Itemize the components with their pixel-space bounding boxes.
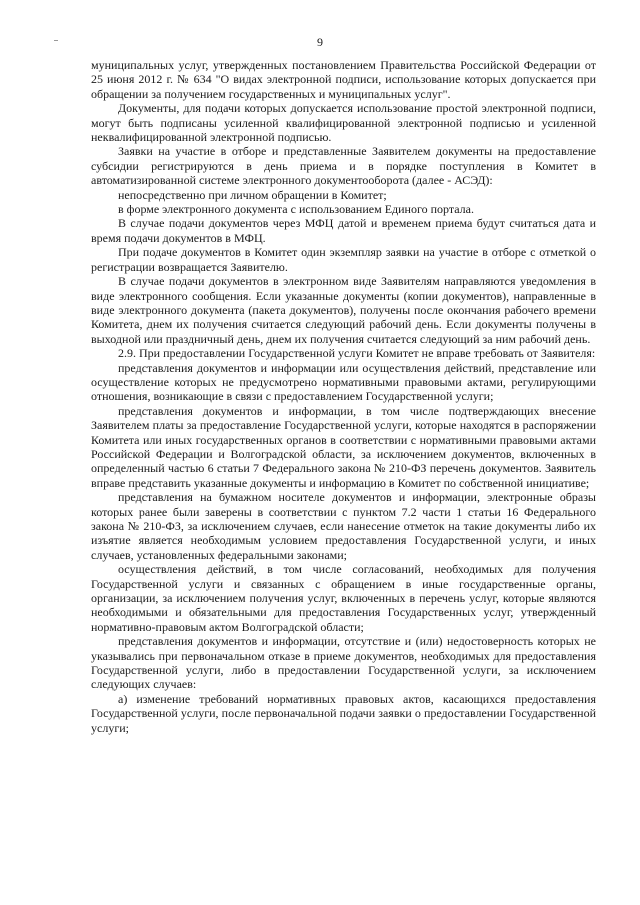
- document-body: [91, 58, 596, 735]
- paragraph: осуществления действий, в том числе согласований, необходимых для получения Государственной услуги и связанных с обращением в иные государственные органы, организации, за исключением получения услуг, включенных в перечень услуг, которые являются необходимыми и обязательными для предоставления Государственных услуг, утвержденный нормативно-правовым актом Волгоградской области;: [91, 562, 596, 634]
- paragraph: Заявки на участие в отборе и представленные Заявителем документы на предоставление субсидии регистрируются в день приема и в порядке поступления в Комитет в автоматизированной системе электронного документооборота (далее - АСЭД):: [91, 144, 596, 188]
- paragraph: Документы, для подачи которых допускается использование простой электронной подписи, могут быть подписаны усиленной квалифицированной электронной подписью и усиленной неквалифицированной электронной подписью.: [91, 101, 596, 145]
- paragraph: 2.9. При предоставлении Государственной услуги Комитет не вправе требовать от Заявителя:: [118, 346, 596, 361]
- paragraph: представления документов и информации, отсутствие и (или) недостоверность которых не указывались при первоначальном отказе в приеме документов, необходимых для предоставления Государственной услуги, либо в предоставлении Государственной услуги, за исключением следующих случаев:: [91, 634, 596, 692]
- page-number: 9: [317, 35, 323, 49]
- paragraph: В случае подачи документов через МФЦ датой и временем приема будут считаться дата и время подачи документов в МФЦ.: [91, 216, 596, 245]
- paragraph: в форме электронного документа с использованием Единого портала.: [118, 202, 474, 217]
- paragraph: муниципальных услуг, утвержденных постановлением Правительства Российской Федерации от 25 июня 2012 г. № 634 "О видах электронной подписи, использование которых допускается при обращении за получением государственных и муниципальных услуг".: [91, 58, 596, 101]
- paragraph: При подаче документов в Комитет один экземпляр заявки на участие в отборе с отметкой о регистрации возвращается Заявителю.: [91, 245, 596, 274]
- paragraph: непосредственно при личном обращении в Комитет;: [118, 187, 387, 202]
- paragraph: представления документов и информации или осуществления действий, представление или осуществление которых не предусмотрено нормативными правовыми актами, регулирующими отношения, возникающие в связи с предоставлением Государственной услуги;: [91, 360, 596, 404]
- paragraph: представления на бумажном носителе документов и информации, электронные образы которых ранее были заверены в соответствии с пунктом 7.2 части 1 статьи 16 Федерального закона № 210-ФЗ, за исключением случаев, если нанесение отметок на такие документы либо их изъятие является необходимым условием предоставления Государственной услуги, и иных случаев, установленных федеральными законами;: [91, 490, 596, 562]
- paragraph: а) изменение требований нормативных правовых актов, касающихся предоставления Государственной услуги, после первоначальной подачи заявки о предоставлении Государственной услуги;: [91, 691, 596, 735]
- paragraph: В случае подачи документов в электронном виде Заявителям направляются уведомления в виде электронного сообщения. Если указанные документы (копии документов), направленные в виде электронного документа (пакета документов), получены после окончания рабочего времени Комитета, днем их получения считается следующий рабочий день. Если документы получены в выходной или праздничный день, днем их получения считается следующий за ним рабочий день.: [91, 274, 596, 346]
- paragraph: представления документов и информации, в том числе подтверждающих внесение Заявителем платы за предоставление Государственной услуги, которые находятся в распоряжении Комитета или иных государственных органов в соответствии с нормативными правовыми актами Российской Федерации и Волгоградской области, за исключением документов, включенных в определенный частью 6 статьи 7 Федерального закона № 210-ФЗ перечень документов. Заявитель вправе представить указанные документы и информацию в Комитет по собственной инициативе;: [91, 403, 596, 490]
